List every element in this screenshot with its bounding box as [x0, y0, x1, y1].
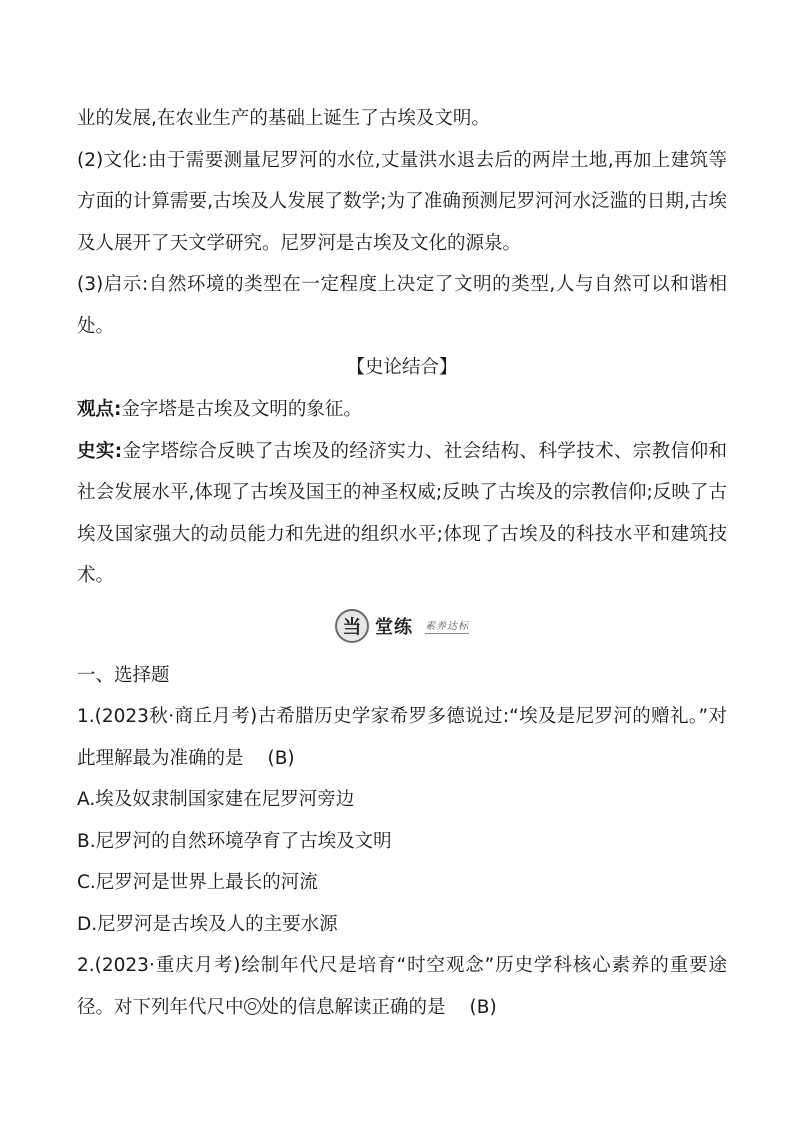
paragraph-culture: (2)文化:由于需要测量尼罗河的水位,丈量洪水退去后的两岸土地,再加上建筑等方面的计算需要,古埃及人发展了数学;为了准确预测尼罗河河水泛滥的日期,古埃及人展开了天文学研究。尼罗河是古埃及文化的源泉。 [77, 149, 727, 254]
question-1-answer: (B) [267, 747, 295, 769]
viewpoint-paragraph [77, 389, 727, 431]
paragraph-inspiration: (3)启示:自然环境的类型在一定程度上决定了文明的类型,人与自然可以和谐相处。 [77, 274, 727, 337]
exercise-section-title: 一、选择题 [77, 664, 170, 686]
question-1-text: 1.(2023秋·商丘月考)古希腊历史学家希罗多德说过:“埃及是尼罗河的赠礼。”对此理解最为准确的是 [77, 706, 727, 769]
double-circle-icon [244, 998, 261, 1015]
question-1-option-d: D.尼罗河是古埃及人的主要水源 [77, 913, 338, 935]
viewpoint-text: 金字塔是古埃及文明的象征。 [121, 399, 362, 420]
question-2-stem [77, 945, 727, 1028]
question-1-option-a: A.埃及奴隶制国家建在尼罗河旁边 [77, 789, 355, 810]
question-2-text-part1: 2.(2023·重庆月考)绘制年代尺是培育“时空观念”历史学科核心素养的重要途径。对下列年代尺中 [77, 955, 727, 1018]
question-1-stem [77, 696, 727, 779]
question-1-option-c: C.尼罗河是世界上最长的河流 [77, 872, 318, 893]
practice-banner [77, 597, 727, 655]
question-2-text-part2: 处的信息解读正确的是 [260, 996, 446, 1018]
facts-paragraph [77, 431, 727, 597]
question-1-option-b: B.尼罗河的自然环境孕育了古埃及文明 [77, 830, 392, 852]
question-2-answer: (B) [469, 996, 497, 1018]
facts-text: 金字塔综合反映了古埃及的经济实力、社会结构、科学技术、宗教信仰和社会发展水平,体现了古埃及国王的神圣权威;反映了古埃及的宗教信仰;反映了古埃及国家强大的动员能力和先进的组织水平;体现了古埃及的科技水平和建筑技术。 [77, 440, 727, 586]
paragraph-agriculture: 业的发展,在农业生产的基础上诞生了古埃及文明。 [77, 108, 490, 129]
section-heading: 【史论结合】 [346, 357, 458, 378]
banner-badge-icon: 当 [335, 609, 369, 643]
facts-label: 史实: [77, 440, 123, 462]
document-content [77, 98, 727, 1028]
banner-title: 堂练 [375, 616, 413, 638]
viewpoint-label: 观点: [77, 399, 122, 420]
banner-subtitle: 素养达标 [425, 617, 469, 634]
